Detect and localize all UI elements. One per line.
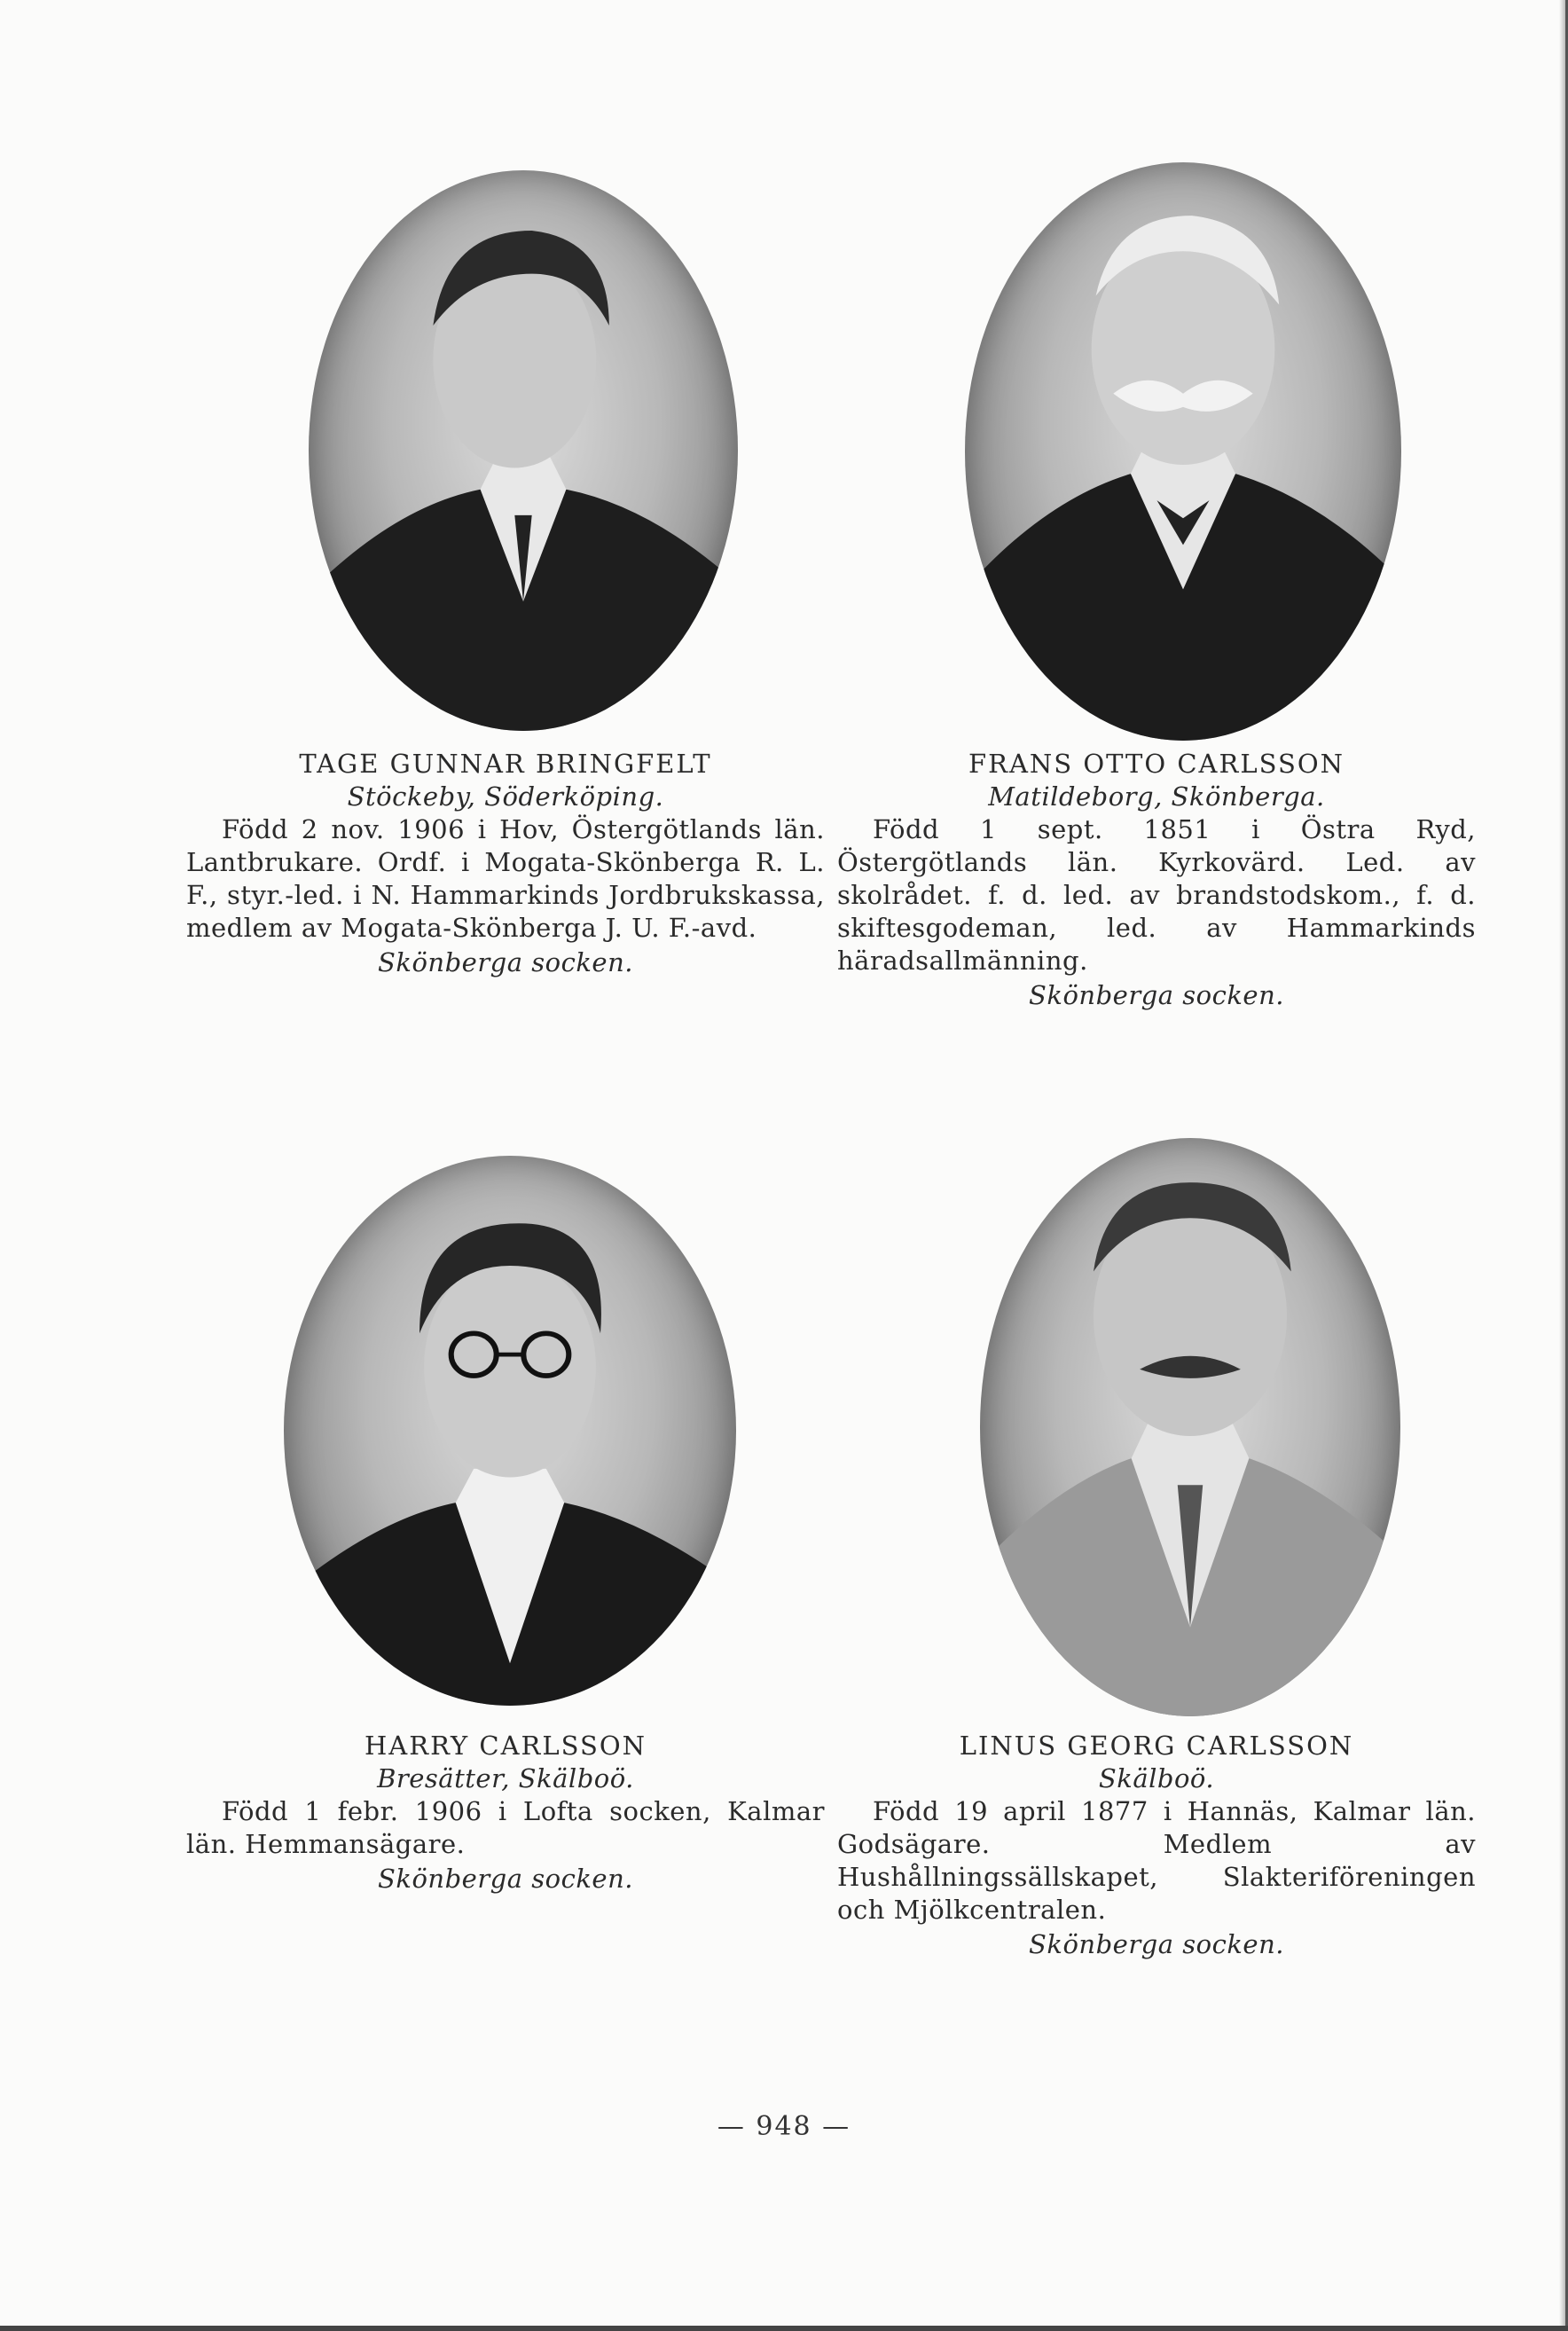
person-residence: Matildeborg, Skönberga. [988, 781, 1325, 812]
page-edge-bottom [0, 2326, 1568, 2331]
portrait-photo [965, 162, 1401, 741]
portrait-photo [309, 170, 738, 731]
parish-label: Skönberga socken. [1029, 980, 1284, 1010]
portrait-figure [309, 170, 738, 731]
portrait-figure [980, 1138, 1400, 1716]
portrait-photo [980, 1138, 1400, 1716]
person-biography: Född 1 sept. 1851 i Östra Ryd, Östergötlands län. Kyrkovärd. Led. av skolrådet. f. d. led. av brandstodskom., f. d. skiftesgodeman, led. av Hammarkinds häradsallmänning. [837, 814, 1476, 976]
portrait-figure [284, 1156, 736, 1706]
page-number: — 948 — [717, 2111, 851, 2142]
person-residence: Stöckeby, Söderköping. [347, 781, 664, 812]
person-name: HARRY CARLSSON [365, 1731, 647, 1761]
person-residence: Bresätter, Skälboö. [377, 1763, 634, 1793]
portrait-figure [965, 162, 1401, 741]
person-biography: Född 2 nov. 1906 i Hov, Östergötlands län. Lantbrukare. Ordf. i Mogata-Skönberga R. L. F., styr.-led. i N. Hammarkinds Jordbrukskassa, medlem av Mogata-Skönberga J. U. F.-avd. [186, 814, 825, 943]
parish-label: Skönberga socken. [1029, 1929, 1284, 1959]
person-biography: Född 19 april 1877 i Hannäs, Kalmar län. Godsägare. Medlem av Hushållningssällskapet, Slakteriföreningen och Mjölkcentralen. [837, 1796, 1476, 1925]
person-name: FRANS OTTO CARLSSON [968, 749, 1345, 779]
parish-label: Skönberga socken. [378, 947, 633, 977]
person-residence: Skälboö. [1098, 1763, 1215, 1793]
person-biography: Född 1 febr. 1906 i Lofta socken, Kalmar län. Hemmansägare. [186, 1796, 825, 1859]
parish-label: Skönberga socken. [378, 1864, 633, 1894]
person-name: LINUS GEORG CARLSSON [959, 1731, 1354, 1761]
person-name: TAGE GUNNAR BRINGFELT [299, 749, 712, 779]
portrait-photo [284, 1156, 736, 1706]
